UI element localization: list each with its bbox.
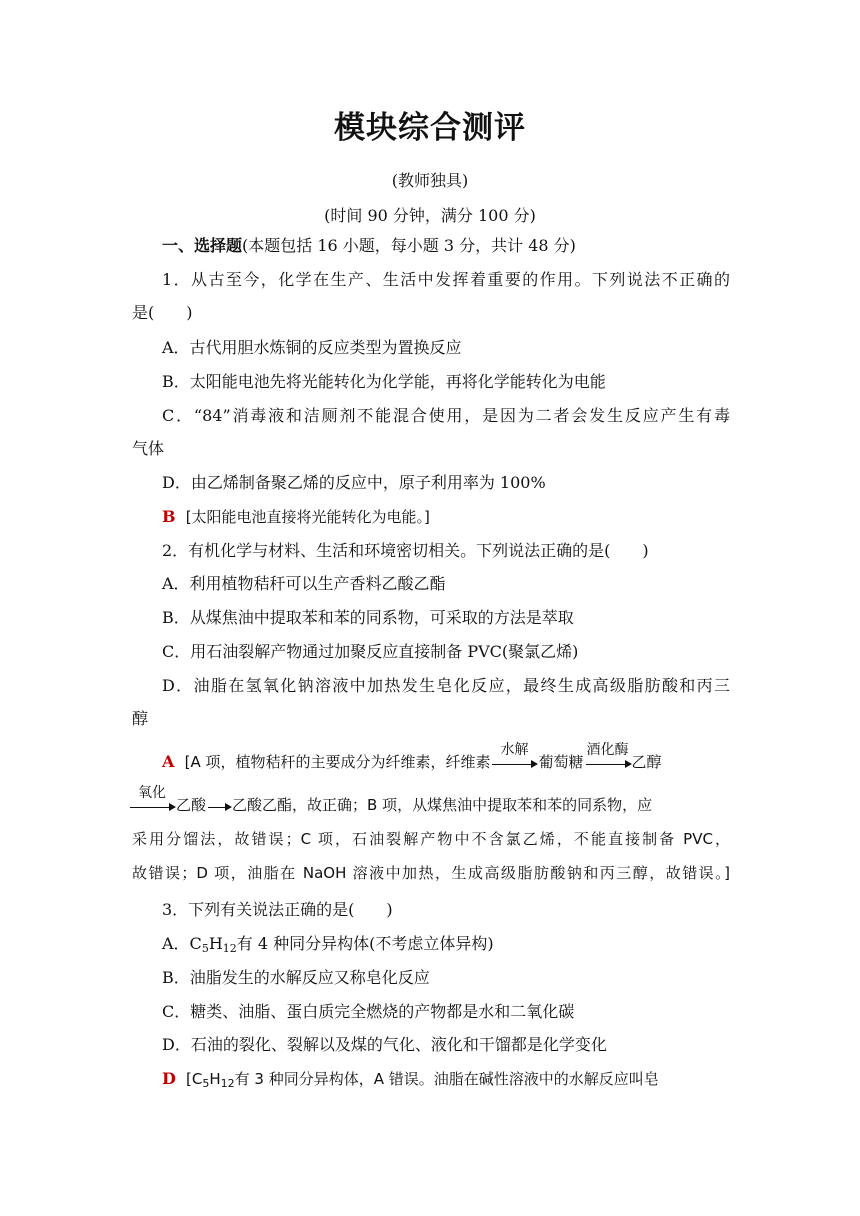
q2-explanation-part3: 采用分馏法，故错误；C 项，石油裂解产物中不含氯乙烯，不能直接制备 PVC，	[132, 830, 730, 848]
q2-answer-line1	[162, 741, 662, 773]
q2-option-d-line2: 醇	[132, 709, 149, 728]
q3-option-b: B．油脂发生的水解反应又称皂化反应	[162, 968, 430, 987]
arrow-label-zymase: 酒化酶	[586, 741, 629, 758]
arrow-label-oxidation: 氧化	[138, 784, 166, 801]
q1-explanation: [太阳能电池直接将光能转化为电能。]	[185, 508, 430, 526]
q3-stem: 3．下列有关说法正确的是( )	[162, 900, 393, 919]
q2-answer-letter: A	[162, 752, 175, 771]
q1-option-c-line1: C．“84”消毒液和洁厕剂不能混合使用，是因为二者会发生反应产生有毒	[162, 406, 730, 425]
q3-answer-letter: D	[162, 1069, 176, 1088]
q1-option-d: D．由乙烯制备聚乙烯的反应中，原子利用率为 100%	[162, 473, 546, 492]
arrow-label-hydrolysis: 水解	[500, 741, 529, 758]
q1-stem-line1: 1．从古至今，化学在生产、生活中发挥着重要的作用。下列说法不正确的	[162, 270, 730, 289]
edition-note: (教师独具)	[391, 171, 469, 190]
q1-option-b: B．太阳能电池先将光能转化为化学能，再将化学能转化为电能	[162, 372, 606, 391]
q2-explanation-glucose: 葡萄糖	[538, 753, 584, 771]
q2-explanation-part1: [A 项，植物秸秆的主要成分为纤维素，纤维素	[184, 753, 491, 771]
q3-explanation: [$C_5H_{12}$有 3 种同分异构体，A 错误。油脂在碱性溶液中的水解反应叫皂	[186, 1070, 659, 1090]
q2-explanation-ethanol: 乙醇	[631, 753, 662, 771]
q2-stem: 2．有机化学与材料、生活和环境密切相关。下列说法正确的是( )	[162, 541, 649, 560]
section-desc: (本题包括 16 小题，每小题 3 分，共计 48 分)	[242, 236, 576, 255]
q2-option-a: A．利用植物秸秆可以生产香料乙酸乙酯	[162, 574, 446, 593]
q2-explanation-part4: 故错误；D 项，油脂在 NaOH 溶液中加热，生成高级脂肪酸钠和丙三醇，故错误。]	[132, 864, 730, 882]
q2-option-b: B．从煤焦油中提取苯和苯的同系物，可采取的方法是萃取	[162, 608, 574, 627]
zymase-arrow-icon	[584, 741, 632, 773]
q3-option-d: D．石油的裂化、裂解以及煤的气化、液化和干馏都是化学变化	[162, 1035, 607, 1054]
q2-answer-line2	[132, 784, 730, 816]
q2-option-d-line1: D．油脂在氢氧化钠溶液中加热发生皂化反应，最终生成高级脂肪酸和丙三	[162, 676, 730, 695]
q1-option-a: A．古代用胆水炼铜的反应类型为置换反应	[162, 338, 462, 357]
q3-option-a: A．$C_5H_{12}$有 4 种同分异构体(不考虑立体异构)	[162, 934, 494, 955]
q1-option-c-line2: 气体	[132, 439, 165, 458]
section-title: 一、选择题	[162, 236, 243, 255]
q1-stem-line2: 是( )	[132, 303, 193, 322]
q2-explanation-acetic-acid: 乙酸	[176, 796, 207, 814]
hydrolysis-arrow-icon	[490, 741, 538, 773]
q3-option-c: C．糖类、油脂、蛋白质完全燃烧的产物都是水和二氧化碳	[162, 1002, 575, 1021]
q2-option-c: C．用石油裂解产物通过加聚反应直接制备 PVC(聚氯乙烯)	[162, 642, 579, 661]
esterification-arrow-icon	[206, 796, 232, 816]
section-heading	[162, 236, 576, 256]
q3-answer	[162, 1069, 659, 1089]
time-info: (时间 90 分钟，满分 100 分)	[324, 206, 536, 225]
page-title: 模块综合测评	[334, 110, 526, 146]
oxidation-arrow-icon	[128, 784, 176, 816]
q1-answer-letter: B	[162, 507, 176, 526]
q2-explanation-part2: 乙酸乙酯，故正确；B 项，从煤焦油中提取苯和苯的同系物，应	[232, 796, 653, 814]
q1-answer	[162, 507, 430, 527]
